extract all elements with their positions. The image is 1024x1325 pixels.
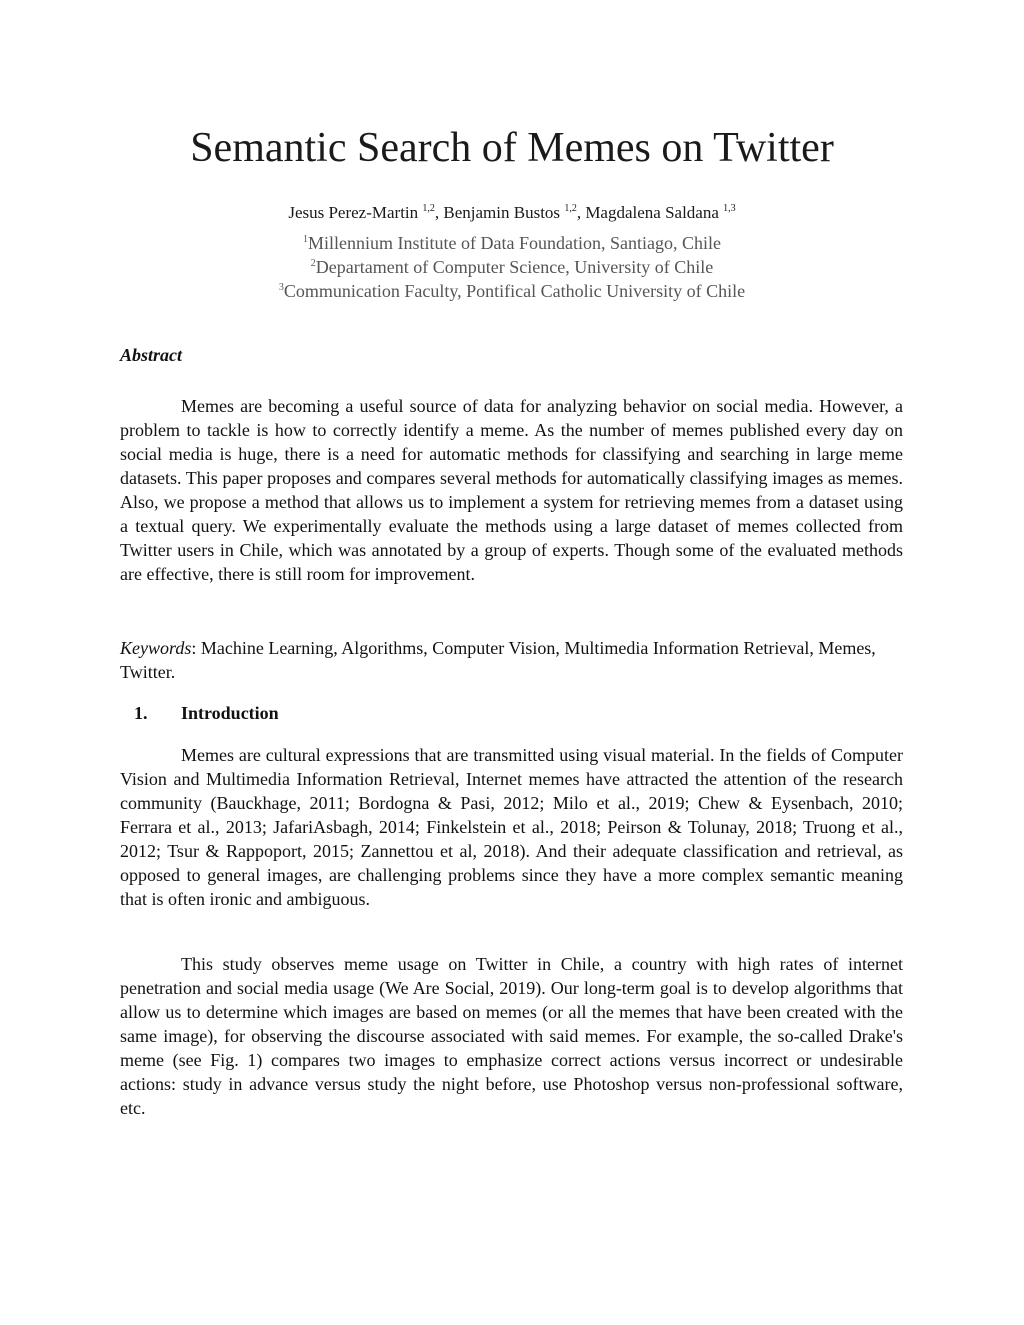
author-line: Jesus Perez-Martin $^{1,2}$, Benjamin Bustos $^{1,2}$, Magdalena Saldana $^{1,3}$ xyxy=(288,203,736,222)
affiliation xyxy=(0,255,1024,279)
abstract-paragraph: Memes are becoming a useful source of data for analyzing behavior on social media. However, a problem to tackle is how to correctly identify a meme. As the number of memes published every day on social media is huge, there is a need for automatic methods for classifying and searching in large meme datasets. This paper proposes and compares several methods for automatically classifying images as memes. Also, we propose a method that allows us to implement a system for retrieving memes from a dataset using a textual query. We experimentally evaluate the methods using a large dataset of memes collected from Twitter users in Chile, which was annotated by a group of experts. Though some of the evaluated methods are effective, there is still room for improvement. xyxy=(120,396,903,584)
author-affiliation-mark: 1,2 xyxy=(564,203,577,214)
affiliation xyxy=(0,279,1024,303)
affiliation-number: 2 xyxy=(310,258,316,269)
author-affiliation-mark: 1,2 xyxy=(422,203,435,214)
affiliation xyxy=(0,231,1024,255)
affiliation-number: 1 xyxy=(303,234,309,245)
section-title: Introduction xyxy=(181,703,279,723)
body-paragraph: This study observes meme usage on Twitter in Chile, a country with high rates of internet penetration and social media usage (We Are Social, 2019). Our long-term goal is to develop algorithms that allow us to determine which images are based on memes (or all the memes that have been created with the same image), for observing the discourse associated with said memes. For example, the so-called Drake's meme (see Fig. 1) compares two images to emphasize correct actions versus incorrect or undesirable actions: study in advance versus study the night before, use Photoshop versus non-professional software, etc. xyxy=(120,954,903,1118)
author-name: Magdalena Saldana xyxy=(585,203,719,222)
author-name: Benjamin Bustos xyxy=(443,203,561,222)
author-affiliation-mark: 1,3 xyxy=(723,203,736,214)
affiliation-number: 3 xyxy=(278,282,284,293)
affiliation-text: Departament of Computer Science, University of Chile xyxy=(315,257,714,277)
body-paragraph: Memes are cultural expressions that are transmitted using visual material. In the fields of Computer Vision and Multimedia Information Retrieval, Internet memes have attracted the attention of the research community (Bauckhage, 2011; Bordogna & Pasi, 2012; Milo et al., 2019; Chew & Eysenbach, 2010; Ferrara et al., 2013; JafariAsbagh, 2014; Finkelstein et al., 2018; Peirson & Tolunay, 2018; Truong et al., 2012; Tsur & Rappoport, 2015; Zannettou et al, 2018). And their adequate classification and retrieval, as opposed to general images, are challenging problems since they have a more complex semantic meaning that is often ironic and ambiguous. xyxy=(120,745,903,909)
paper-title: Semantic Search of Memes on Twitter xyxy=(190,125,834,171)
section-heading-introduction xyxy=(134,701,279,725)
affiliation-text: Millennium Institute of Data Foundation, Santiago, Chile xyxy=(308,233,721,253)
author-name: Jesus Perez-Martin xyxy=(288,203,419,222)
keywords-list: : Machine Learning, Algorithms, Computer Vision, Multimedia Information Retrieval, Memes, Twitter. xyxy=(120,638,876,682)
section-number: 1. xyxy=(134,703,148,723)
affiliation-text: Communication Faculty, Pontifical Catholic University of Chile xyxy=(283,281,746,301)
keywords-paragraph xyxy=(120,636,903,684)
keywords-label: Keywords xyxy=(120,638,192,658)
abstract-heading: Abstract xyxy=(120,345,183,365)
